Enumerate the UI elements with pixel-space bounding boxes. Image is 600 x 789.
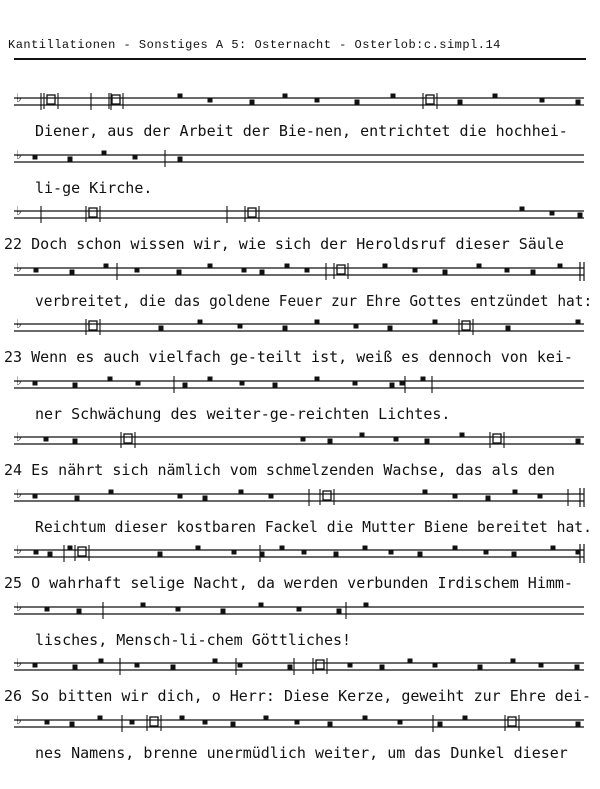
note: [33, 663, 38, 668]
note: [531, 270, 536, 275]
staff-1: [14, 91, 584, 110]
note: [77, 609, 82, 614]
note: [408, 659, 413, 664]
note: [315, 98, 320, 103]
note: [418, 552, 423, 557]
note: [177, 270, 182, 275]
note: [315, 320, 320, 325]
lyric-text: lisches, Mensch-li-chem Göttliches!: [35, 631, 352, 649]
note: [283, 326, 288, 331]
note: [380, 665, 385, 670]
note: [109, 490, 114, 495]
note: [198, 320, 203, 325]
note: [208, 377, 213, 382]
note: [388, 326, 393, 331]
staff-2: [14, 148, 584, 167]
recitation-note: [89, 321, 97, 330]
note: [208, 98, 213, 103]
staff-10: [14, 600, 584, 619]
note: [104, 264, 109, 269]
lyric-text: Doch schon wissen wir, wie sich der Heroldsruf dieser Säule: [31, 235, 564, 253]
note: [539, 663, 544, 668]
staff-3: [14, 204, 584, 223]
flat-clef-icon: ♭: [16, 148, 22, 162]
note: [239, 490, 244, 495]
note: [458, 100, 463, 105]
note: [280, 546, 285, 551]
recitation-note: [508, 717, 516, 726]
note: [158, 552, 163, 557]
note: [551, 546, 556, 551]
flat-clef-icon: ♭: [16, 430, 22, 444]
note: [68, 157, 73, 162]
lyric-text: Es nährt sich nämlich vom schmelzenden Wachse, das als den: [31, 461, 555, 479]
flat-clef-icon: ♭: [16, 487, 22, 501]
note: [136, 381, 141, 386]
recitation-note: [493, 434, 501, 443]
note: [196, 546, 201, 551]
note: [171, 665, 176, 670]
note: [484, 550, 489, 555]
lyric-text: ner Schwächung des weiter-ge-reichten Lichtes.: [35, 405, 451, 423]
note: [44, 437, 49, 442]
note: [45, 720, 50, 725]
note: [315, 377, 320, 382]
note: [208, 264, 213, 269]
note: [70, 722, 75, 727]
flat-clef-icon: ♭: [16, 261, 22, 275]
lyric-text: verbreitet, die das goldene Feuer zur Ehre Gottes entzündet hat:: [35, 292, 593, 310]
note: [34, 268, 39, 273]
lyric-line: [35, 179, 152, 197]
note: [363, 546, 368, 551]
note: [221, 609, 226, 614]
note: [363, 716, 368, 721]
staff-11: [14, 656, 584, 675]
note: [513, 490, 518, 495]
note: [576, 320, 581, 325]
note: [130, 720, 135, 725]
lyric-line: [35, 518, 592, 536]
recitation-note: [78, 547, 86, 556]
note: [264, 716, 269, 721]
note: [305, 268, 310, 273]
note: [337, 609, 342, 614]
lyric-text: Wenn es auch vielfach ge-teilt ist, weiß es dennoch von kei-: [31, 348, 573, 366]
note: [34, 550, 39, 555]
verse-number: 26: [4, 687, 32, 705]
recitation-note: [337, 265, 345, 274]
page-header: Kantillationen - Sonstiges A 5: Osternacht - Osterlob:c.simpl.14: [8, 38, 501, 52]
lyric-text: So bitten wir dich, o Herr: Diese Kerze, geweiht zur Ehre dei-: [31, 687, 592, 705]
flat-clef-icon: ♭: [16, 91, 22, 105]
note: [438, 722, 443, 727]
note: [576, 100, 581, 105]
note: [70, 270, 75, 275]
note: [400, 381, 405, 386]
note: [538, 494, 543, 499]
note: [259, 603, 264, 608]
note: [540, 98, 545, 103]
recitation-note: [462, 321, 470, 330]
note: [73, 439, 78, 444]
recitation-note: [316, 660, 324, 669]
note: [178, 94, 183, 99]
note: [135, 268, 140, 273]
note: [288, 665, 293, 670]
note: [505, 268, 510, 273]
flat-clef-icon: ♭: [16, 600, 22, 614]
note: [33, 155, 38, 160]
recitation-note: [248, 208, 256, 217]
recitation-note: [150, 717, 158, 726]
note: [250, 100, 255, 105]
note: [578, 213, 583, 218]
note: [133, 155, 138, 160]
flat-clef-icon: ♭: [16, 543, 22, 557]
note: [389, 550, 394, 555]
note: [328, 439, 333, 444]
note: [486, 496, 491, 501]
verse-number: 25: [4, 574, 32, 592]
lyric-text: Diener, aus der Arbeit der Bie-nen, entrichtet die hochhei-: [35, 122, 568, 140]
note: [178, 494, 183, 499]
note: [360, 433, 365, 438]
verse-number: 24: [4, 461, 32, 479]
lyric-line: [4, 574, 573, 592]
recitation-note: [426, 95, 434, 104]
recitation-note: [47, 95, 55, 104]
note: [460, 433, 465, 438]
note: [73, 383, 78, 388]
note: [68, 546, 73, 551]
note: [383, 264, 388, 269]
note: [425, 439, 430, 444]
lyric-line: [4, 687, 591, 705]
note: [394, 437, 399, 442]
lyric-text: Reichtum dieser kostbaren Fackel die Mutter Biene bereitet hat.: [35, 518, 593, 536]
note: [242, 268, 247, 273]
note: [33, 381, 38, 386]
note: [512, 552, 517, 557]
note: [576, 722, 581, 727]
verse-number: 23: [4, 348, 32, 366]
note: [398, 720, 403, 725]
staff-9: [14, 543, 584, 563]
note: [443, 270, 448, 275]
note: [493, 94, 498, 99]
note: [453, 494, 458, 499]
staff-6: [14, 374, 584, 393]
note: [348, 663, 353, 668]
note: [203, 496, 208, 501]
lyric-line: [35, 631, 351, 649]
note: [334, 552, 339, 557]
lyric-line: [35, 744, 568, 762]
note: [297, 607, 302, 612]
staff-5: [14, 317, 584, 335]
note: [511, 659, 516, 664]
lyric-text: li-ge Kirche.: [35, 179, 153, 197]
note: [98, 716, 103, 721]
note: [73, 665, 78, 670]
note: [478, 665, 483, 670]
note: [260, 270, 265, 275]
verse-number: 22: [4, 235, 32, 253]
note: [232, 550, 237, 555]
recitation-note: [323, 491, 331, 500]
note: [453, 546, 458, 551]
recitation-note: [89, 208, 97, 217]
note: [302, 550, 307, 555]
lyric-text: nes Namens, brenne unermüdlich weiter, um das Dunkel dieser: [35, 744, 568, 762]
note: [183, 383, 188, 388]
note: [213, 659, 218, 664]
staff-7: [14, 430, 584, 448]
note: [45, 607, 50, 612]
note: [355, 100, 360, 105]
note: [354, 324, 359, 329]
flat-clef-icon: ♭: [16, 374, 22, 388]
note: [102, 151, 107, 156]
flat-clef-icon: ♭: [16, 204, 22, 218]
staff-12: [14, 713, 584, 732]
flat-clef-icon: ♭: [16, 317, 22, 331]
flat-clef-icon: ♭: [16, 713, 22, 727]
note: [180, 716, 185, 721]
lyric-line: [35, 405, 450, 423]
lyric-line: [4, 235, 564, 253]
note: [159, 326, 164, 331]
note: [260, 552, 265, 557]
flat-clef-icon: ♭: [16, 656, 22, 670]
note: [576, 439, 581, 444]
note: [390, 383, 395, 388]
note: [33, 494, 38, 499]
note: [353, 381, 358, 386]
recitation-note: [112, 95, 120, 104]
note: [558, 264, 563, 269]
note: [75, 496, 80, 501]
note: [506, 326, 511, 331]
note: [301, 437, 306, 442]
note: [141, 603, 146, 608]
note: [413, 268, 418, 273]
note: [364, 603, 369, 608]
note: [477, 264, 482, 269]
note: [48, 552, 53, 557]
note: [238, 324, 243, 329]
lyric-line: [35, 122, 568, 140]
note: [433, 320, 438, 325]
note: [463, 716, 468, 721]
note: [240, 381, 245, 386]
lyric-line: [4, 348, 573, 366]
note: [203, 720, 208, 725]
note: [135, 663, 140, 668]
lyric-text: O wahrhaft selige Nacht, da werden verbunden Irdischem Himm-: [31, 574, 573, 592]
note: [178, 157, 183, 162]
note: [283, 94, 288, 99]
staff-4: [14, 261, 584, 281]
note: [391, 94, 396, 99]
note: [575, 665, 580, 670]
note: [238, 663, 243, 668]
note: [576, 550, 581, 555]
note: [421, 377, 426, 382]
note: [231, 722, 236, 727]
staff-8: [14, 487, 584, 507]
note: [433, 663, 438, 668]
note: [285, 264, 290, 269]
note: [176, 607, 181, 612]
note: [295, 720, 300, 725]
note: [328, 722, 333, 727]
note: [269, 494, 274, 499]
recitation-note: [124, 434, 132, 443]
note: [550, 211, 555, 216]
note: [423, 490, 428, 495]
note: [108, 377, 113, 382]
note: [99, 659, 104, 664]
lyric-line: [4, 461, 555, 479]
note: [273, 383, 278, 388]
lyric-line: [35, 292, 592, 310]
note: [520, 207, 525, 212]
